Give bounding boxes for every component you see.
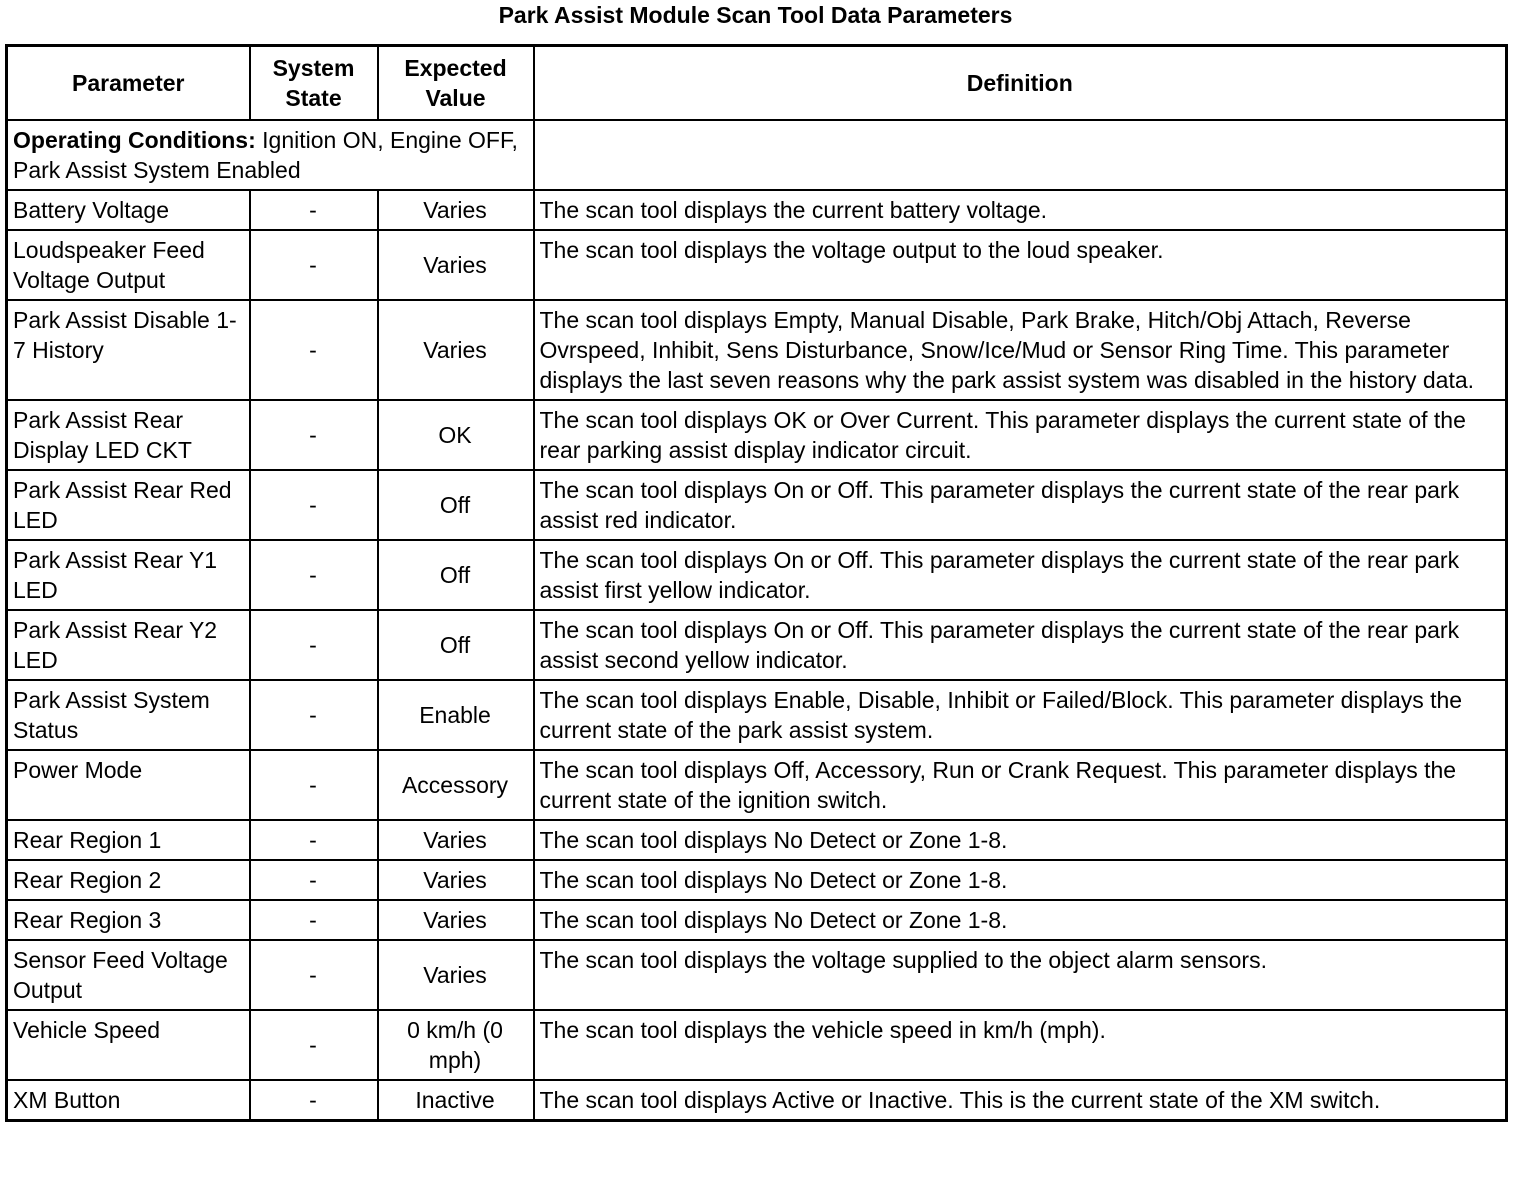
table-row	[7, 940, 1507, 1010]
parameters-table	[5, 44, 1508, 1122]
table-row	[7, 1010, 1507, 1080]
system-state-cell: -	[250, 610, 378, 680]
expected-value-cell: Off	[378, 610, 534, 680]
header-parameter: Parameter	[7, 46, 250, 121]
parameter-cell: Park Assist Disable 1-7 History	[7, 300, 250, 400]
parameter-cell: Loudspeaker Feed Voltage Output	[7, 230, 250, 300]
table-row	[7, 820, 1507, 860]
table-row	[7, 190, 1507, 230]
system-state-cell: -	[250, 860, 378, 900]
system-state-cell: -	[250, 680, 378, 750]
parameter-cell: Park Assist System Status	[7, 680, 250, 750]
table-row	[7, 300, 1507, 400]
table-row	[7, 860, 1507, 900]
parameter-cell: Power Mode	[7, 750, 250, 820]
system-state-cell: -	[250, 300, 378, 400]
table-row	[7, 1080, 1507, 1121]
expected-value-cell: 0 km/h (0 mph)	[378, 1010, 534, 1080]
table-header-row	[7, 46, 1507, 121]
parameter-cell: Rear Region 3	[7, 900, 250, 940]
parameter-cell: Rear Region 2	[7, 860, 250, 900]
definition-cell: The scan tool displays On or Off. This parameter displays the current state of the rear park assist first yellow indicator.	[534, 540, 1507, 610]
expected-value-cell: Accessory	[378, 750, 534, 820]
header-expected-value: Expected Value	[378, 46, 534, 121]
system-state-cell: -	[250, 1080, 378, 1121]
expected-value-cell: Varies	[378, 190, 534, 230]
definition-cell: The scan tool displays OK or Over Current. This parameter displays the current state of the rear parking assist display indicator circuit.	[534, 400, 1507, 470]
operating-conditions	[7, 120, 534, 190]
operating-conditions-label: Operating Conditions:	[13, 127, 256, 153]
expected-value-cell: Varies	[378, 230, 534, 300]
parameter-cell: Rear Region 1	[7, 820, 250, 860]
system-state-cell: -	[250, 900, 378, 940]
definition-cell: The scan tool displays the voltage output to the loud speaker.	[534, 230, 1507, 300]
parameter-cell: Vehicle Speed	[7, 1010, 250, 1080]
definition-cell: The scan tool displays the current battery voltage.	[534, 190, 1507, 230]
expected-value-cell: Varies	[378, 940, 534, 1010]
parameter-cell: Park Assist Rear Red LED	[7, 470, 250, 540]
definition-cell: The scan tool displays the vehicle speed in km/h (mph).	[534, 1010, 1507, 1080]
expected-value-cell: Off	[378, 540, 534, 610]
system-state-cell: -	[250, 400, 378, 470]
table-row	[7, 470, 1507, 540]
system-state-cell: -	[250, 230, 378, 300]
parameter-cell: XM Button	[7, 1080, 250, 1121]
table-row	[7, 400, 1507, 470]
operating-conditions-row	[7, 120, 1507, 190]
expected-value-cell: Varies	[378, 820, 534, 860]
header-definition: Definition	[534, 46, 1507, 121]
system-state-cell: -	[250, 940, 378, 1010]
parameter-cell: Park Assist Rear Y1 LED	[7, 540, 250, 610]
definition-cell: The scan tool displays Enable, Disable, Inhibit or Failed/Block. This parameter displays the current state of the park assist system.	[534, 680, 1507, 750]
system-state-cell: -	[250, 820, 378, 860]
definition-cell: The scan tool displays No Detect or Zone 1-8.	[534, 820, 1507, 860]
definition-cell: The scan tool displays Off, Accessory, Run or Crank Request. This parameter displays the current state of the ignition switch.	[534, 750, 1507, 820]
expected-value-cell: OK	[378, 400, 534, 470]
table-row	[7, 680, 1507, 750]
system-state-cell: -	[250, 1010, 378, 1080]
definition-cell: The scan tool displays On or Off. This parameter displays the current state of the rear park assist red indicator.	[534, 470, 1507, 540]
expected-value-cell: Enable	[378, 680, 534, 750]
definition-cell: The scan tool displays Active or Inactive. This is the current state of the XM switch.	[534, 1080, 1507, 1121]
expected-value-cell: Off	[378, 470, 534, 540]
parameter-cell: Sensor Feed Voltage Output	[7, 940, 250, 1010]
table-row	[7, 540, 1507, 610]
expected-value-cell: Varies	[378, 900, 534, 940]
operating-conditions-empty	[534, 120, 1507, 190]
system-state-cell: -	[250, 470, 378, 540]
parameter-cell: Park Assist Rear Display LED CKT	[7, 400, 250, 470]
expected-value-cell: Varies	[378, 860, 534, 900]
definition-cell: The scan tool displays No Detect or Zone 1-8.	[534, 860, 1507, 900]
page-title: Park Assist Module Scan Tool Data Parameters	[498, 2, 1013, 28]
definition-cell: The scan tool displays No Detect or Zone 1-8.	[534, 900, 1507, 940]
expected-value-cell: Inactive	[378, 1080, 534, 1121]
definition-cell: The scan tool displays the voltage supplied to the object alarm sensors.	[534, 940, 1507, 1010]
table-row	[7, 750, 1507, 820]
table-row	[7, 900, 1507, 940]
operating-conditions-text: Ignition ON, Engine OFF, Park Assist System Enabled	[13, 127, 518, 183]
system-state-cell: -	[250, 540, 378, 610]
definition-cell: The scan tool displays Empty, Manual Disable, Park Brake, Hitch/Obj Attach, Reverse Ovrspeed, Inhibit, Sens Disturbance, Snow/Ice/Mud or Sensor Ring Time. This parameter displays the last seven reasons why the park assist system was disabled in the history data.	[534, 300, 1507, 400]
system-state-cell: -	[250, 190, 378, 230]
table-row	[7, 230, 1507, 300]
definition-cell: The scan tool displays On or Off. This parameter displays the current state of the rear park assist second yellow indicator.	[534, 610, 1507, 680]
parameter-cell: Battery Voltage	[7, 190, 250, 230]
expected-value-cell: Varies	[378, 300, 534, 400]
parameter-cell: Park Assist Rear Y2 LED	[7, 610, 250, 680]
system-state-cell: -	[250, 750, 378, 820]
header-system-state: System State	[250, 46, 378, 121]
table-row	[7, 610, 1507, 680]
